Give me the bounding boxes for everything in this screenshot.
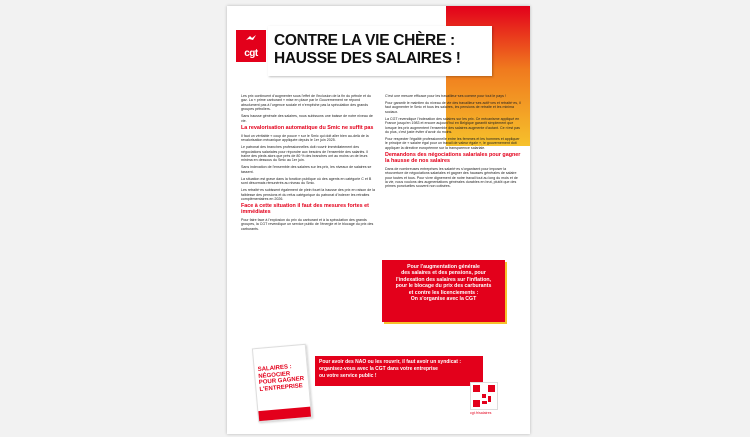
cta-line: Pour avoir des NAO ou les rouvrir, il faut avoir un syndicat : [319, 359, 461, 365]
title-line-2: HAUSSE DES SALAIRES ! [274, 50, 461, 67]
paragraph: Il faut un véritable « coup de pouce » sur le Smic qui doit aller bien au-delà de la revalorisation mécanique appliquée depuis le 1er juin 2025. [241, 133, 369, 143]
right-column [385, 94, 521, 191]
footer-url[interactable]: cgt.fr/salaires [470, 411, 492, 415]
paragraph: Pour garantir le maintien du niveau de vie des travailleur·ses actif·ves et retraité·es, il faut augmenter le Smic et tous les salaires, les pensions de retraite et les minima sociaux. [385, 101, 521, 114]
page-title [268, 26, 492, 68]
section-heading-negociations: Demandons des négociations salariales pour gagner la hausse de nos salaires [385, 152, 521, 165]
flyer-page [227, 6, 530, 434]
callout-box [382, 260, 505, 322]
cgt-logo [236, 30, 266, 62]
booklet-strip [258, 407, 311, 421]
bird-icon [245, 34, 257, 43]
cta-box [315, 356, 483, 386]
callout-line: et contre les licenciements : [408, 289, 479, 296]
callout-line: des salaires et des pensions, pour [401, 270, 486, 277]
cta-line: organisez-vous avec la CGT dans votre entreprise [319, 366, 438, 372]
callout-line: pour le blocage du prix des carburants [395, 283, 492, 290]
paragraph: Sans hausse générale des salaires, nous subissons une baisse de notre niveau de vie. [241, 114, 373, 123]
paragraph: La CGT revendique l'indexation des salaires sur les prix. Ce mécanisme appliqué en France jusqu'en 1983 et encore aujourd'hui en Belgique garantit simplement que lorsque les prix augmentent l'ensemble des salaires augmente d'autant. Ce n'est pas du plus, c'est juste éviter d'avoir du moins. [385, 116, 520, 135]
callout-line: l'indexation des salaires sur l'inflation, [395, 276, 491, 283]
section-heading-smic: La revalorisation automatique du Smic ne suffit pas [241, 125, 374, 132]
title-line-1: CONTRE LA VIE CHÈRE : [274, 32, 455, 49]
logo-text: cgt [244, 48, 258, 59]
paragraph: C'est une mesure efficace pour les travailleur·ses comme pour tout le pays ! [385, 94, 506, 98]
paragraph: Le patronat des branches professionnelles doit rouvrir immédiatement des négociations salariales pour répondre aux besoins de l'ensemble des salariés. Il traîne des pieds alors que près de 80 % des branches ont au moins un de leurs minima en dessous du Smic au 1er juin. [241, 145, 369, 163]
paragraph: Les retraité·es subissent également de plein fouet la hausse des prix en raison de la faiblesse des pensions et du refus catégorique du patronat d'indexer les retraites complémentaires en 2026. [241, 188, 376, 202]
paragraph: La situation est grave dans la fonction publique où des agents en catégorie C et B sont désormais rémunérés au niveau du Smic. [241, 176, 372, 186]
booklet-image [252, 344, 312, 422]
paragraph: Pour respecter l'égalité professionnelle entre les femmes et les hommes et appliquer le principe de « salaire égal pour un travail de valeur égale », le gouvernement doit appliquer la directive européenne sur la transparence salariale. [385, 137, 520, 150]
callout-line: Pour l'augmentation générale [407, 264, 480, 270]
qr-code-icon[interactable] [470, 382, 498, 410]
section-heading-mesures: Face à cette situation il faut des mesures fortes et immédiates [241, 203, 369, 216]
cta-line: ou votre service public ! [319, 373, 377, 379]
callout-line: On s'organise avec la CGT [410, 296, 477, 303]
paragraph: Sans indexation de l'ensemble des salaires sur les prix, les niveaux de salaires se tassent. [241, 165, 372, 174]
title-box [268, 26, 492, 76]
booklet-title: SALAIRES : NÉGOCIER POUR GAGNER L'ENTREPRISE [257, 364, 305, 393]
paragraph: Pour faire face à l'explosion du prix du carburant et à la spéculation des grands groupes, la CGT revendique un service public de l'énergie et le blocage du prix des carburants. [241, 218, 374, 231]
left-column [241, 94, 377, 234]
paragraph: Dans de nombreuses entreprises les salarié·es s'organisent pour imposer la réouverture de négociations salariales et gagner des hausses générales de salaire pour toutes et tous. Pour vivre dignement de notre travail tout au long du mois et de la vie, nous voulons des augmentations générales durables en brut, plutôt que des primes ponctuelles souvent non cotisées. [385, 166, 518, 189]
intro-paragraph: Les prix continuent d'augmenter sous l'effet de l'inclusion de la fin du pétrole et du gaz. La « prime carburant » mise en place par le Gouvernement ne répond absolument pas à l'urgence sociale et n'empêche pas la spéculation des grands groupes pétroliers. [241, 94, 372, 112]
